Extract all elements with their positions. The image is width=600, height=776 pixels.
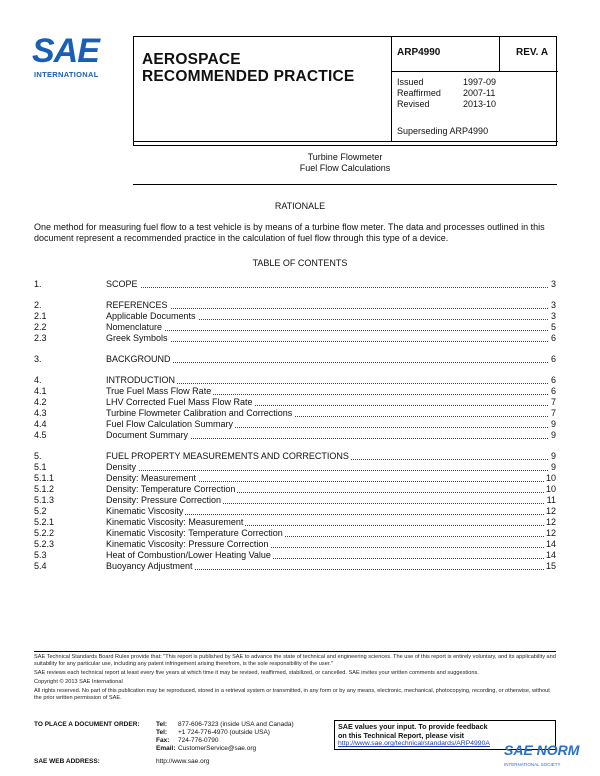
toc-leader-dots: [106, 308, 548, 309]
contact-value: 724-776-0790: [178, 737, 219, 744]
toc-page: 3: [550, 279, 556, 289]
subject-line-1: Turbine Flowmeter: [307, 152, 383, 162]
toc-number: 5.2.3: [34, 539, 55, 549]
toc-title: Greek Symbols: [106, 333, 168, 343]
subject-line-2: Fuel Flow Calculations: [299, 163, 391, 173]
toc-page: 9: [550, 430, 556, 440]
subject: [133, 152, 557, 174]
toc-page: 9: [550, 451, 556, 461]
toc-title: Buoyancy Adjustment: [106, 561, 193, 571]
rationale-text: One method for measuring fuel flow to a test vehicle is by means of a turbine flow meter. The data and processes outlined in this document represent a recommended practice in the calculation of fuel flow through this type of a device.: [34, 222, 545, 243]
sae-logo-mark: SAE: [32, 32, 99, 70]
footer-rule: [34, 651, 556, 652]
date-label: Revised: [397, 99, 430, 109]
toc-entry[interactable]: [34, 484, 556, 495]
toc-leader-dots: [106, 470, 548, 471]
toc-number: 5.1: [34, 462, 47, 472]
toc-entry[interactable]: [34, 528, 556, 539]
toc-entry[interactable]: [34, 311, 556, 322]
toc-page: 12: [545, 528, 556, 538]
date-label: Issued: [397, 77, 424, 87]
toc-page: 9: [550, 419, 556, 429]
toc-page: 6: [550, 375, 556, 385]
toc-page: 10: [545, 473, 556, 483]
toc-page: 9: [550, 462, 556, 472]
toc-page: 6: [550, 333, 556, 343]
toc-entry[interactable]: [34, 517, 556, 528]
toc-number: 4.4: [34, 419, 47, 429]
contact-label: Tel:: [156, 729, 168, 736]
header-box: [133, 36, 557, 146]
toc-entry[interactable]: [34, 550, 556, 561]
toc-entry[interactable]: [34, 561, 556, 572]
toc-entry[interactable]: [34, 506, 556, 517]
toc-page: 5: [550, 322, 556, 332]
contact-email[interactable]: CustomerService@sae.org: [178, 745, 257, 752]
rationale-heading: RATIONALE: [274, 201, 326, 211]
toc-title: Document Summary: [106, 430, 189, 440]
toc-number: 5.1.2: [34, 484, 55, 494]
feedback-link[interactable]: http://www.sae.org/technical/standards/ARP4990A: [338, 740, 490, 747]
toc-number: 5.2.2: [34, 528, 55, 538]
revision: REV. A: [516, 47, 549, 58]
toc-title: Density: Temperature Correction: [106, 484, 236, 494]
toc-entry[interactable]: [34, 473, 556, 484]
norm-logo-sub: INTERNATIONAL SOCIETY: [504, 762, 561, 767]
feedback-line-2: on this Technical Report, please visit: [338, 730, 465, 740]
contact-value: +1 724-776-4970 (outside USA): [178, 729, 270, 736]
toc-entry[interactable]: [34, 539, 556, 550]
toc-page: 14: [545, 539, 556, 549]
sae-norm-logo: [498, 740, 598, 774]
toc-entry[interactable]: [34, 451, 556, 462]
contact-list: [156, 721, 336, 753]
toc-number: 5.3: [34, 550, 47, 560]
toc-number: 2.2: [34, 322, 47, 332]
toc-number: 5.2: [34, 506, 47, 516]
date-value: 2007-11: [463, 88, 496, 98]
toc-number: 4.2: [34, 397, 47, 407]
toc-title: Density: [106, 462, 137, 472]
footer-para-1: SAE Technical Standards Board Rules provide that: "This report is published by SAE to advance the state of technical and engineering sciences. The use of this report is entirely voluntary, and its applicability and suitability for any particular use, including any patent infringement arising therefrom, is the sole responsibility of the user.": [34, 654, 556, 667]
toc-entry[interactable]: [34, 375, 556, 386]
toc-title: Kinematic Viscosity: Measurement: [106, 517, 244, 527]
toc-title: Turbine Flowmeter Calibration and Corrections: [106, 408, 293, 418]
toc-number: 2.3: [34, 333, 47, 343]
toc-title: Density: Measurement: [106, 473, 197, 483]
date-row: [397, 77, 496, 88]
toc-entry[interactable]: [34, 462, 556, 473]
toc-number: 4.: [34, 375, 42, 385]
dates-block: [397, 77, 496, 110]
toc-page: 11: [546, 495, 556, 505]
date-row: [397, 88, 496, 99]
toc-entry[interactable]: [34, 430, 556, 441]
toc-title: Kinematic Viscosity: Pressure Correction: [106, 539, 269, 549]
toc-title: Heat of Combustion/Lower Heating Value: [106, 550, 271, 560]
contact-row: [156, 729, 336, 737]
toc-number: 4.5: [34, 430, 47, 440]
toc-page: 7: [550, 408, 556, 418]
toc-title: FUEL PROPERTY MEASUREMENTS AND CORRECTIONS: [106, 451, 349, 461]
toc-page: 14: [545, 550, 556, 560]
doc-number: ARP4990: [397, 47, 441, 58]
toc-number: 5.4: [34, 561, 47, 571]
toc-entry[interactable]: [34, 354, 556, 365]
date-value: 1997-09: [463, 77, 497, 87]
toc-title: Nomenclature: [106, 322, 163, 332]
sae-logo-sub: INTERNATIONAL: [34, 70, 99, 79]
contact-label: Fax:: [156, 737, 170, 744]
toc-entry[interactable]: [34, 300, 556, 311]
toc-entry[interactable]: [34, 408, 556, 419]
doc-type-title: [142, 51, 354, 85]
toc-number: 5.2.1: [34, 517, 55, 527]
title-line-1: AEROSPACE: [142, 51, 241, 68]
toc-title: INTRODUCTION: [106, 375, 175, 385]
toc-title: Fuel Flow Calculation Summary: [106, 419, 234, 429]
toc-leader-dots: [106, 330, 548, 331]
footer-para-2: SAE reviews each technical report at least every five years at which time it may be revised, reaffirmed, stabilized, or cancelled. SAE invites your written comments and suggestions.: [34, 670, 479, 676]
toc-page: 15: [545, 561, 556, 571]
toc-page: 3: [550, 300, 556, 310]
toc-entry[interactable]: [34, 333, 556, 344]
toc-title: LHV Corrected Fuel Mass Flow Rate: [106, 397, 253, 407]
toc-number: 1.: [34, 279, 42, 289]
toc-entry[interactable]: [34, 322, 556, 333]
toc-title: Density: Pressure Correction: [106, 495, 222, 505]
toc-page: 10: [545, 484, 556, 494]
web-label: SAE WEB ADDRESS:: [34, 758, 100, 765]
toc-title: True Fuel Mass Flow Rate: [106, 386, 212, 396]
contact-row: [156, 721, 336, 729]
contact-row: [156, 745, 336, 753]
toc-leader-dots: [106, 287, 548, 288]
toc-number: 3.: [34, 354, 42, 364]
toc-title: Kinematic Viscosity: Temperature Correction: [106, 528, 283, 538]
toc-leader-dots: [106, 341, 548, 342]
toc-page: 6: [550, 386, 556, 396]
toc-page: 6: [550, 354, 556, 364]
date-value: 2013-10: [463, 99, 497, 109]
contact-row: [156, 737, 336, 745]
toc-page: 12: [545, 506, 556, 516]
contact-label: Email:: [156, 745, 176, 752]
order-label: TO PLACE A DOCUMENT ORDER:: [34, 721, 140, 728]
date-label: Reaffirmed: [397, 88, 441, 98]
footer-para-3: Copyright © 2013 SAE International: [34, 679, 123, 685]
toc-title: Applicable Documents: [106, 311, 196, 321]
footer-legal: [34, 654, 556, 702]
toc-page: 7: [550, 397, 556, 407]
contact-label: Tel:: [156, 721, 168, 728]
toc-entry[interactable]: [34, 397, 556, 408]
toc-title: REFERENCES: [106, 300, 168, 310]
date-row: [397, 99, 496, 110]
divider: [133, 184, 557, 185]
toc-title: SCOPE: [106, 279, 138, 289]
toc-number: 2.1: [34, 311, 47, 321]
toc-number: 2.: [34, 300, 42, 310]
toc-entry[interactable]: [34, 419, 556, 430]
title-line-2: RECOMMENDED PRACTICE: [142, 68, 355, 85]
toc-entry[interactable]: [34, 386, 556, 397]
feedback-line-1: SAE values your input. To provide feedback: [338, 722, 488, 731]
footer-para-4: All rights reserved. No part of this publication may be reproduced, stored in a retrieval system or transmitted, in any form or by any means, electronic, mechanical, photocopying, recording, or otherwise, without the prior written permission of SAE.: [34, 688, 550, 701]
toc-number: 4.1: [34, 386, 47, 396]
toc-number: 5.1.1: [34, 473, 55, 483]
toc-title: BACKGROUND: [106, 354, 171, 364]
contact-value: 877-606-7323 (inside USA and Canada): [178, 721, 294, 728]
toc-page: 3: [550, 311, 556, 321]
toc-page: 12: [545, 517, 556, 527]
toc-entry[interactable]: [34, 495, 556, 506]
toc-number: 4.3: [34, 408, 47, 418]
toc-title: Kinematic Viscosity: [106, 506, 184, 516]
toc-heading: TABLE OF CONTENTS: [252, 258, 348, 268]
norm-logo-mark: SAE NORM: [504, 742, 580, 758]
supersedes: Superseding ARP4990: [397, 126, 489, 136]
toc-number: 5.: [34, 451, 42, 461]
web-link[interactable]: http://www.sae.org: [156, 758, 210, 765]
toc-entry[interactable]: [34, 279, 556, 290]
sae-logo: [30, 32, 116, 84]
toc-number: 5.1.3: [34, 495, 55, 505]
